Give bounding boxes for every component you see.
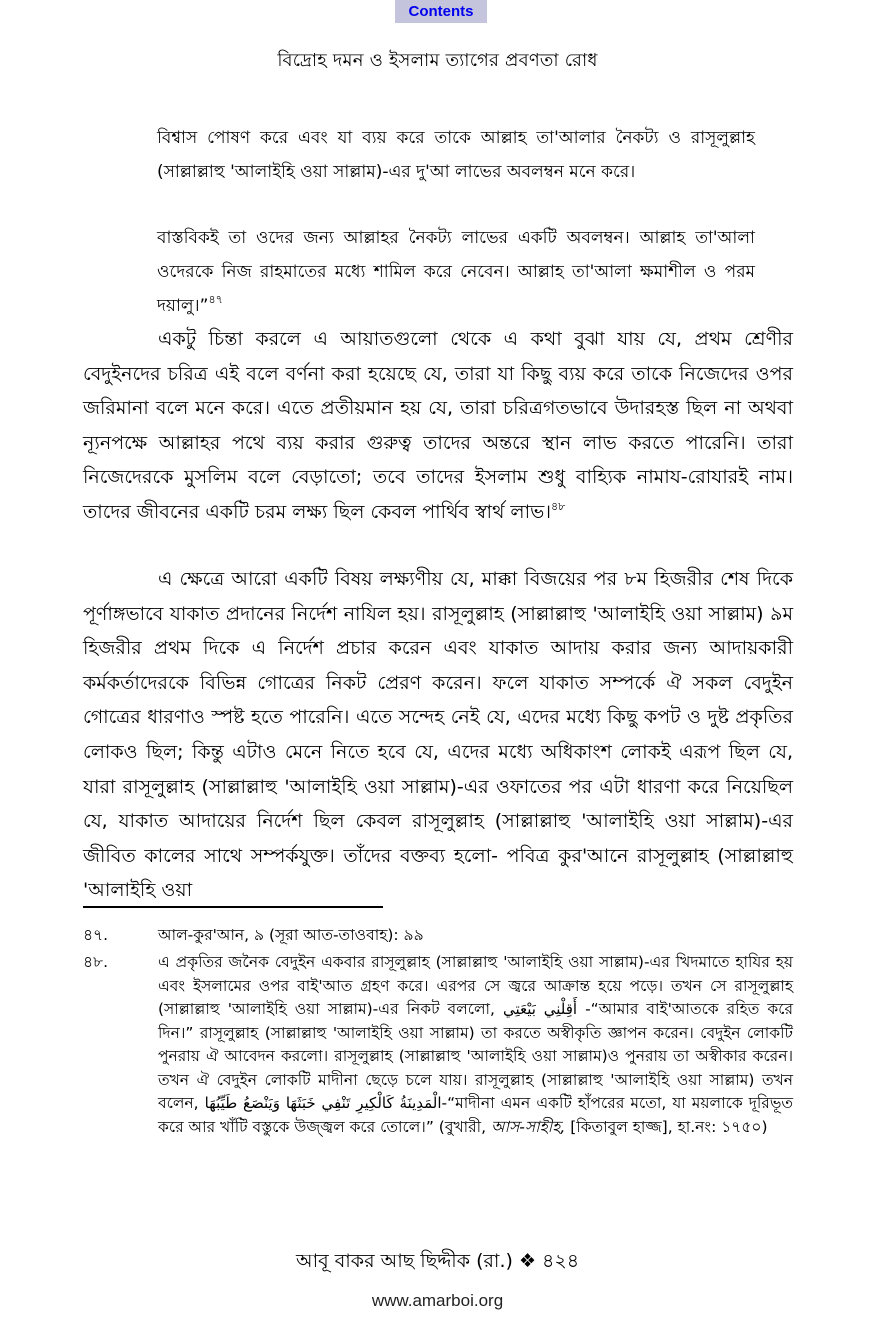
body-paragraph-2: এ ক্ষেত্রে আরো একটি বিষয় লক্ষ্যণীয় যে, মাক্কা বিজয়ের পর ৮ম হিজরীর শেষ দিকে পূর্ণাঙ্গভাবে যাকাত প্রদানের নির্দেশ নাযিল হয়। রাসূলুল্লাহ (সাল্লাল্লাহু 'আলাইহি ওয়া সাল্লাম) ৯ম হিজরীর প্রথম দিকে এ নির্দেশ প্রচার করেন এবং যাকাত আদায় করার জন্য আদায়কারী কর্মকর্তাদেরকে বিভিন্ন গোত্রের নিকট প্রেরণ করেন। ফলে যাকাত সম্পর্কে ঐ সকল বেদুইন গোত্রের ধারণাও স্পষ্ট হতে পারেনি। এতে সন্দেহ নেই যে, এদের মধ্যে কিছু কপট ও দুষ্ট প্রকৃতির লোকও ছিল; কিন্তু এটাও মেনে নিতে হবে যে, এদের মধ্যে অধিকাংশ লোকই এরূপ ছিল যে, যারা রাসূলুল্লাহ (সাল্লাল্লাহু 'আলাইহি ওয়া সাল্লাম)-এর ওফাতের পর এটা ধারণা করে নিয়েছিল যে, যাকাত আদায়ের নির্দেশ ছিল কেবল রাসূলুল্লাহ (সাল্লাল্লাহু 'আলাইহি ওয়া সাল্লাম)-এর জীবিত কালের সাথে সম্পর্কযুক্ত। তাঁদের বক্তব্য হলো- পবিত্র কুর'আনে রাসূলুল্লাহ (সাল্লাল্লাহু 'আলাইহি ওয়া (83, 568, 793, 902)
separator-icon: ❖ (518, 1250, 536, 1272)
page-footer (0, 1247, 875, 1279)
source-title: আস-সাহীহ, (490, 1117, 566, 1136)
book-title: আবূ বাকর আছ ছিদ্দীক (রা.) (295, 1250, 513, 1272)
footnote-number: ৪৮. (83, 953, 109, 971)
arabic-quote-2: الْمَدِينَةُ كَالْكِيرِ تَنْفِي خَبَثَهَا وَيَنْصَعُ طَيِّبُهَا (204, 1094, 442, 1112)
quote-paragraph-2 (157, 221, 755, 323)
footnote-text-part-c: -“মাদীনা এমন একটি হাঁপরের মতো, যা ময়লাকে দূরিভূত করে আর খাঁটি বস্তুকে উজ্জ্বল করে তোলে।” (বুখারী, (158, 1094, 793, 1136)
quote-paragraph-1: বিশ্বাস পোষণ করে এবং যা ব্যয় করে তাকে আল্লাহ তা'আলার নৈকট্য ও রাসূলুল্লাহ (সাল্লাল্লাহু 'আলাইহি ওয়া সাল্লাম)-এর দু'আ লাভের অবলম্বন মনে করে। (157, 128, 755, 182)
quote-block-1 (157, 121, 755, 189)
body-paragraph-1-text: একটু চিন্তা করলে এ আয়াতগুলো থেকে এ কথা বুঝা যায় যে, প্রথম শ্রেণীর বেদুইনদের চরিত্র এই বলে বর্ণনা করা হয়েছে যে, তারা যা কিছু ব্যয় করে তাকে নিজেদের ওপর জরিমানা বলে মনে করে। এতে প্রতীয়মান হয় যে, তারা চরিত্রগতভাবে উদারহস্ত ছিল না অথবা ন্যূনপক্ষে আল্লাহর পথে ব্যয় করার গুরুত্ব তাদের অন্তরে স্থান লাভ করতে পারেনি। তারা নিজেদেরকে মুসলিম বলে বেড়াতো; তবে তাদের ইসলাম শুধু বাহ্যিক নামায-রোযারই নাম। তাদের জীবনের একটি চরম লক্ষ্য ছিল কেবল পার্থিব স্বার্থ লাভ। (83, 328, 793, 523)
footnote-text (158, 951, 793, 1139)
quote-text: বাস্তবিকই তা ওদের জন্য আল্লাহর নৈকট্য লাভের একটি অবলম্বন। আল্লাহ তা'আলা ওদেরকে নিজ রাহমাতের মধ্যে শামিল করে নেবেন। আল্লাহ তা'আলা ক্ষমাশীল ও পরম দয়ালু।” (157, 228, 755, 316)
quote-block-2 (157, 221, 755, 323)
body-paragraph-1 (83, 322, 793, 530)
footnote-number: ৪৭. (83, 926, 109, 944)
body-block-1 (83, 322, 793, 530)
footnote-ref-47[interactable]: ৪৭ (208, 293, 223, 306)
footnote-text-part-b: -“আমার বাই'আতকে রহিত করে দিন।” রাসূলুল্লাহ (সাল্লাল্লাহু 'আলাইহি ওয়া সাল্লাম) তা করতে অস্বীকৃতি জ্ঞাপন করেন। বেদুইন লোকটি পুনরায় ঐ আবেদন করলো। রাসূলুল্লাহ (সাল্লাল্লাহু 'আলাইহি ওয়া সাল্লাম)ও পুনরায় তা অস্বীকার করেন। তখন ঐ বেদুইন লোকটি মাদীনা ছেড়ে চলে যায়। রাসূলুল্লাহ (সাল্লাল্লাহু 'আলাইহি ওয়া সাল্লাম) তখন বলেন, (158, 1000, 793, 1112)
footnote-text-part-d: [কিতাবুল হাজ্জ], হা.নং: ১৭৫০) (570, 1117, 768, 1136)
site-url: www.amarboi.org (371, 1291, 504, 1310)
footnote-divider (83, 906, 383, 908)
page-number: ৪২৪ (542, 1250, 580, 1272)
footnote-text-part-a: এ প্রকৃতির জনৈক বেদুইন একবার রাসূলুল্লাহ (সাল্লাল্লাহু 'আলাইহি ওয়া সাল্লাম)-এর খিদমাতে হাযির হয় এবং ইসলামের ওপর বাই'আত গ্রহণ করে। এরপর সে জ্বরে আক্রান্ত হয়ে পড়ে। তখন সে রাসূলুল্লাহ (সাল্লাল্লাহু 'আলাইহি ওয়া সাল্লাম)-এর নিকট বললো, (158, 953, 793, 1018)
footnote-ref-48[interactable]: ৪৮ (551, 499, 566, 513)
footnote-text: আল-কুর'আন, ৯ (সূরা আত-তাওবাহ): ৯৯ (158, 926, 424, 944)
page-header: বিদ্রোহ দমন ও ইসলাম ত্যাগের প্রবণতা রোধ (277, 50, 598, 71)
arabic-quote-1: أَقِلْنِي بَيْعَتِي (502, 1000, 578, 1018)
body-block-2 (83, 562, 793, 908)
contents-button[interactable]: Contents (395, 0, 487, 23)
